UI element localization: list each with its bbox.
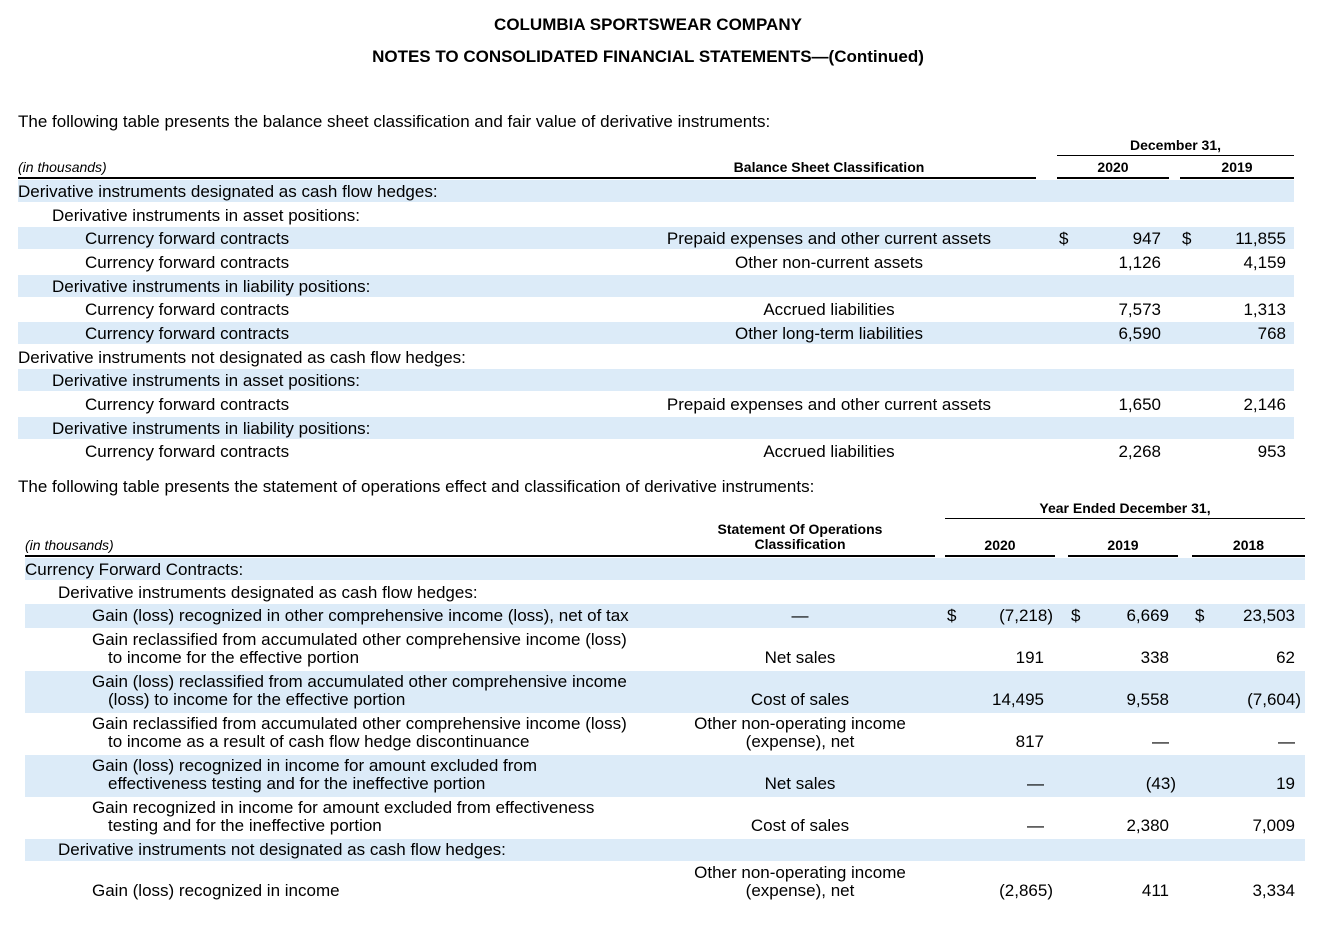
table2-header-rule-2018 bbox=[1192, 555, 1305, 557]
table1-row-label: Currency forward contracts bbox=[85, 229, 290, 248]
table2-year-2018: 2018 bbox=[1232, 537, 1265, 553]
table2-value-2019: 411 bbox=[1141, 881, 1169, 900]
table2-value-2018: (7,604) bbox=[1247, 690, 1301, 709]
table2-row-classification-continued: Net sales bbox=[764, 774, 836, 793]
table1-period-header: December 31, bbox=[1129, 137, 1222, 153]
page-subtitle: NOTES TO CONSOLIDATED FINANCIAL STATEMENTS—(Continued) bbox=[372, 47, 924, 66]
table2-header-rule-2020 bbox=[945, 555, 1055, 557]
table1-row-classification: Prepaid expenses and other current assets bbox=[666, 229, 992, 248]
table2-header-rule bbox=[25, 555, 935, 557]
table2-value-2018: — bbox=[1278, 732, 1295, 751]
table1-period-rule bbox=[1057, 155, 1294, 156]
table2-value-2020: (2,865) bbox=[999, 881, 1053, 900]
table2-class-header-2: Classification bbox=[754, 536, 846, 552]
table1-value-2019: 953 bbox=[1257, 442, 1286, 461]
table2-value-2020: 191 bbox=[1015, 648, 1044, 667]
table1-currency-2019: $ bbox=[1182, 229, 1192, 248]
table2-value-2019: 338 bbox=[1140, 648, 1169, 667]
table2-value-2019: — bbox=[1152, 732, 1169, 751]
table1-value-2019: 4,159 bbox=[1243, 253, 1286, 272]
table1-value-2020: 1,650 bbox=[1118, 395, 1161, 414]
table2-row-label-continued: (loss) to income for the effective portion bbox=[108, 690, 406, 709]
table2-row-label: Gain (loss) reclassified from accumulated other comprehensive income bbox=[92, 672, 627, 691]
table2-row-classification: Other non-operating income bbox=[694, 714, 906, 733]
table2-header-rule-2019 bbox=[1068, 555, 1178, 557]
table2-row-label: Gain reclassified from accumulated other comprehensive income (loss) bbox=[92, 714, 627, 733]
table1-row-label: Derivative instruments in liability positions: bbox=[52, 277, 371, 296]
table2-value-2018: 19 bbox=[1276, 774, 1295, 793]
table1-header-rule-2019 bbox=[1180, 177, 1294, 179]
table1-row-label: Currency forward contracts bbox=[85, 442, 290, 461]
table1-row-label: Derivative instruments in asset positions: bbox=[52, 206, 361, 225]
table2-year-2019: 2019 bbox=[1107, 537, 1139, 553]
table2-row-classification-continued: (expense), net bbox=[745, 881, 855, 900]
table2-value-2018: 23,503 bbox=[1243, 606, 1295, 625]
table2-value-2020: (7,218) bbox=[999, 606, 1053, 625]
table1-value-2019: 768 bbox=[1257, 324, 1286, 343]
table1-value-2020: 947 bbox=[1132, 229, 1161, 248]
table2-intro: The following table presents the statement of operations effect and classification of derivative instruments: bbox=[18, 477, 815, 496]
table2-period-header: Year Ended December 31, bbox=[1039, 500, 1211, 516]
table1-row-label: Derivative instruments in asset positions: bbox=[52, 371, 361, 390]
table2-value-2018: 62 bbox=[1276, 648, 1295, 667]
table1-row-classification: Accrued liabilities bbox=[763, 300, 895, 319]
table1-row-label: Derivative instruments designated as cash flow hedges: bbox=[18, 182, 438, 201]
table1-header-rule-2020 bbox=[1057, 177, 1169, 179]
table2-unit-label: (in thousands) bbox=[25, 537, 114, 553]
table2-class-header-1: Statement Of Operations bbox=[717, 521, 883, 537]
table1-row-label: Currency forward contracts bbox=[85, 324, 290, 343]
table2-value-2019: (43) bbox=[1145, 774, 1176, 793]
table2-value-2020: — bbox=[1027, 816, 1044, 835]
table2-row-classification-continued: Cost of sales bbox=[750, 816, 850, 835]
table1-value-2020: 6,590 bbox=[1118, 324, 1161, 343]
table1-value-2019: 11,855 bbox=[1235, 229, 1286, 248]
table2-value-2020: — bbox=[1027, 774, 1044, 793]
table1-row-classification: Prepaid expenses and other current assets bbox=[666, 395, 992, 414]
table2-value-2018: 3,334 bbox=[1252, 881, 1295, 900]
table1-row-label: Currency forward contracts bbox=[85, 300, 290, 319]
table1-row-classification: Other long-term liabilities bbox=[734, 324, 923, 343]
table2-row-label-continued: effectiveness testing and for the ineffective portion bbox=[108, 774, 486, 793]
table1-value-2020: 7,573 bbox=[1118, 300, 1161, 319]
table2-row-classification-continued: (expense), net bbox=[745, 732, 855, 751]
table2-row-classification-continued: Net sales bbox=[764, 648, 836, 667]
table2-row-label: Gain reclassified from accumulated other comprehensive income (loss) bbox=[92, 630, 627, 649]
table1-row-label: Derivative instruments in liability positions: bbox=[52, 419, 371, 438]
table2-value-2019: 6,669 bbox=[1126, 606, 1169, 625]
table2-row-label: Gain recognized in income for amount excluded from effectiveness bbox=[92, 798, 595, 817]
table2-row-classification: Other non-operating income bbox=[694, 863, 906, 882]
table2-row-classification-continued: Cost of sales bbox=[750, 690, 850, 709]
table1-row-classification: Other non-current assets bbox=[734, 253, 924, 272]
table1-unit-label: (in thousands) bbox=[18, 159, 107, 175]
table2-currency-2020: $ bbox=[947, 606, 957, 625]
table1-intro: The following table presents the balance sheet classification and fair value of derivative instruments: bbox=[18, 112, 771, 131]
table2-row-label: Currency Forward Contracts: bbox=[25, 560, 244, 579]
table2-row-classification: — bbox=[791, 606, 809, 625]
table1-row-label: Currency forward contracts bbox=[85, 395, 290, 414]
table2-row-label-continued: to income as a result of cash flow hedge discontinuance bbox=[108, 732, 530, 751]
table2-row-label-continued: testing and for the ineffective portion bbox=[108, 816, 382, 835]
table2-year-2020: 2020 bbox=[984, 537, 1016, 553]
table2-value-2019: 2,380 bbox=[1126, 816, 1169, 835]
table2-row-label: Gain (loss) recognized in other comprehensive income (loss), net of tax bbox=[92, 606, 629, 625]
table2-currency-2018: $ bbox=[1195, 606, 1205, 625]
table1-row-label: Derivative instruments not designated as cash flow hedges: bbox=[18, 348, 466, 367]
table1-value-2019: 2,146 bbox=[1243, 395, 1286, 414]
table2-row-label: Gain (loss) recognized in income for amount excluded from bbox=[92, 756, 538, 775]
table1-header-rule bbox=[18, 177, 1036, 179]
table2-value-2020: 14,495 bbox=[992, 690, 1044, 709]
table1-value-2019: 1,313 bbox=[1243, 300, 1286, 319]
table1-value-2020: 1,126 bbox=[1118, 253, 1161, 272]
company-name: COLUMBIA SPORTSWEAR COMPANY bbox=[494, 15, 802, 34]
table2-currency-2019: $ bbox=[1071, 606, 1081, 625]
table1-year-2019: 2019 bbox=[1221, 159, 1253, 175]
table1-value-2020: 2,268 bbox=[1118, 442, 1161, 461]
table2-row-label-continued: Gain (loss) recognized in income bbox=[92, 881, 340, 900]
table1-row-label: Currency forward contracts bbox=[85, 253, 290, 272]
table1-currency-2020: $ bbox=[1059, 229, 1069, 248]
table2-row-label-continued: to income for the effective portion bbox=[108, 648, 360, 667]
table2-value-2019: 9,558 bbox=[1126, 690, 1169, 709]
table2-value-2020: 817 bbox=[1015, 732, 1044, 751]
table2-row-label: Derivative instruments not designated as cash flow hedges: bbox=[58, 840, 506, 859]
table1-row-classification: Accrued liabilities bbox=[763, 442, 895, 461]
table1-class-header: Balance Sheet Classification bbox=[733, 159, 925, 175]
table1-year-2020: 2020 bbox=[1097, 159, 1129, 175]
table2-row-label: Derivative instruments designated as cash flow hedges: bbox=[58, 583, 478, 602]
table2-period-rule bbox=[945, 518, 1305, 519]
table2-value-2018: 7,009 bbox=[1252, 816, 1295, 835]
